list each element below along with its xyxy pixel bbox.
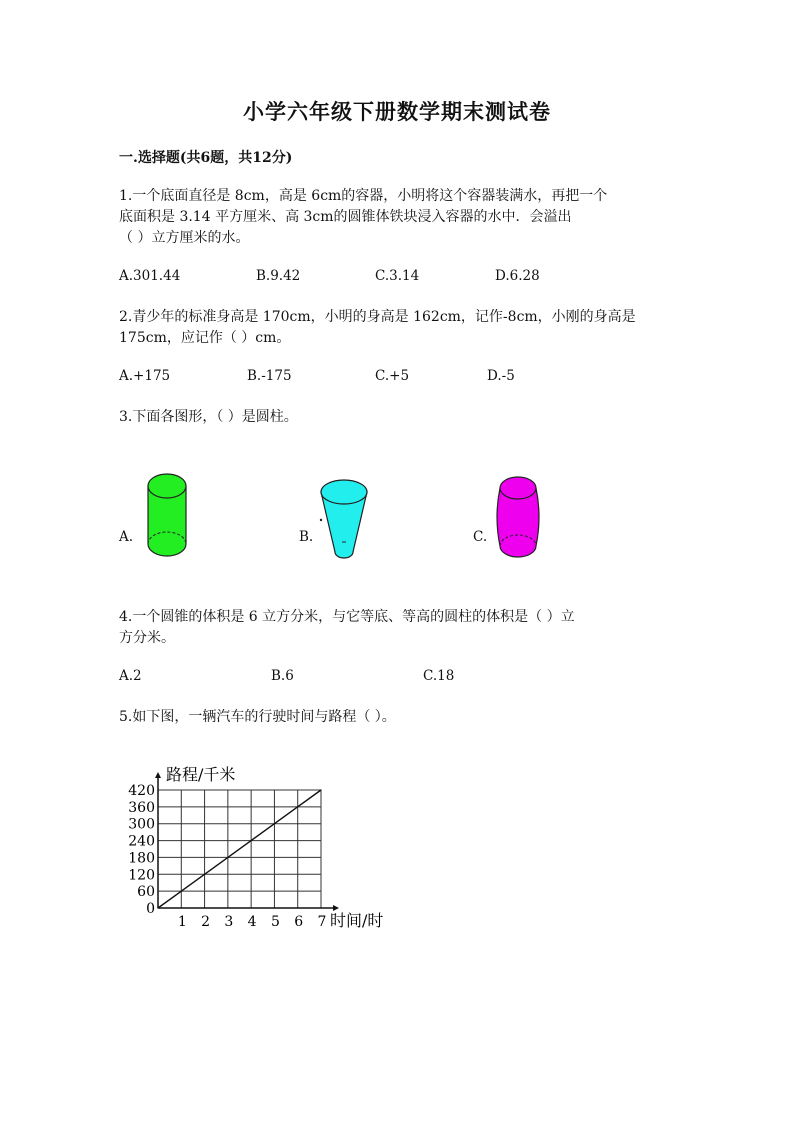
y-tick-label: 60 (137, 884, 155, 901)
series-point (251, 840, 252, 841)
q3-option-a: A. (119, 529, 134, 545)
page-title: 小学六年级下册数学期末测试卷 (243, 99, 551, 124)
y-tick-label: 240 (128, 833, 155, 850)
distance-time-chart (112, 758, 412, 938)
x-tick-label: 5 (270, 914, 280, 930)
question-1-line-1: 1.一个底面直径是 8cm，高是 6cm的容器，小明将这个容器装满水，再把一个 (119, 188, 608, 204)
x-tick-label: 3 (224, 914, 234, 930)
question-3 (119, 407, 679, 428)
question-4-line-2: 方分米。 (119, 630, 175, 646)
series-line (158, 790, 321, 908)
q1-option-c: C.3.14 (375, 268, 420, 284)
question-5 (119, 707, 679, 728)
x-axis-label: 时间/时 (330, 911, 384, 930)
barrel-figure (496, 474, 540, 562)
section-heading: 一.选择题(共6题，共12分) (119, 150, 293, 166)
question-1-line-2: 底面积是 3.14 平方厘米、高 3cm的圆锥体铁块浸入容器的水中．会溢出 (119, 209, 572, 225)
question-2-line-1: 2.青少年的标准身高是 170cm，小明的身高是 162cm，记作-8cm，小刚的身高是 (119, 309, 636, 325)
q3-option-b: B. (299, 529, 314, 545)
cone-frustum-figure (318, 476, 370, 562)
q4-option-b: B.6 (271, 668, 294, 684)
y-tick-label: 420 (128, 783, 155, 799)
q1-option-d: D.6.28 (495, 268, 540, 284)
q2-option-c: C.+5 (375, 368, 410, 384)
q4-option-a: A.2 (119, 668, 142, 684)
series-point (274, 823, 275, 824)
y-tick-label: 360 (128, 799, 155, 816)
q1-option-a: A.301.44 (119, 268, 181, 284)
q2-option-b: B.-175 (247, 368, 292, 384)
q2-option-d: D.-5 (487, 368, 515, 384)
x-tick-labels (178, 914, 327, 930)
x-tick-label: 2 (201, 914, 211, 930)
x-tick-label: 4 (247, 914, 257, 930)
question-4-line-1: 4.一个圆锥的体积是 6 立方分米，与它等底、等高的圆柱的体积是（ ）立 (119, 609, 575, 625)
series-point (227, 857, 228, 858)
question-1 (119, 186, 679, 249)
x-tick-label: 7 (317, 914, 327, 930)
y-tick-label: 300 (128, 816, 155, 833)
question-2 (119, 307, 679, 349)
y-axis-label: 路程/千米 (166, 765, 236, 784)
cylinder-figure (145, 472, 189, 560)
x-tick-label: 6 (294, 914, 304, 930)
y-tick-label: 0 (146, 901, 155, 917)
series-point (181, 891, 182, 892)
question-3-line-1: 3.下面各图形，（ ）是圆柱。 (119, 409, 298, 425)
q3-option-c: C. (473, 529, 488, 545)
series-point (320, 789, 321, 790)
question-1-line-3: （ ）立方厘米的水。 (119, 230, 250, 246)
x-tick-label: 1 (177, 914, 187, 930)
question-2-line-2: 175cm，应记作（ ）cm。 (119, 330, 291, 346)
question-4 (119, 607, 679, 649)
series-point (297, 806, 298, 807)
question-5-line-1: 5.如下图，一辆汽车的行驶时间与路程（ ）。 (119, 709, 396, 725)
y-tick-labels (128, 783, 155, 917)
y-tick-label: 120 (128, 867, 155, 884)
y-axis-arrow (155, 772, 161, 778)
q4-option-c: C.18 (423, 668, 455, 684)
series-point (204, 874, 205, 875)
series-point (157, 907, 158, 908)
y-tick-label: 180 (128, 850, 155, 867)
q2-option-a: A.+175 (119, 368, 171, 384)
q1-option-b: B.9.42 (256, 268, 301, 284)
